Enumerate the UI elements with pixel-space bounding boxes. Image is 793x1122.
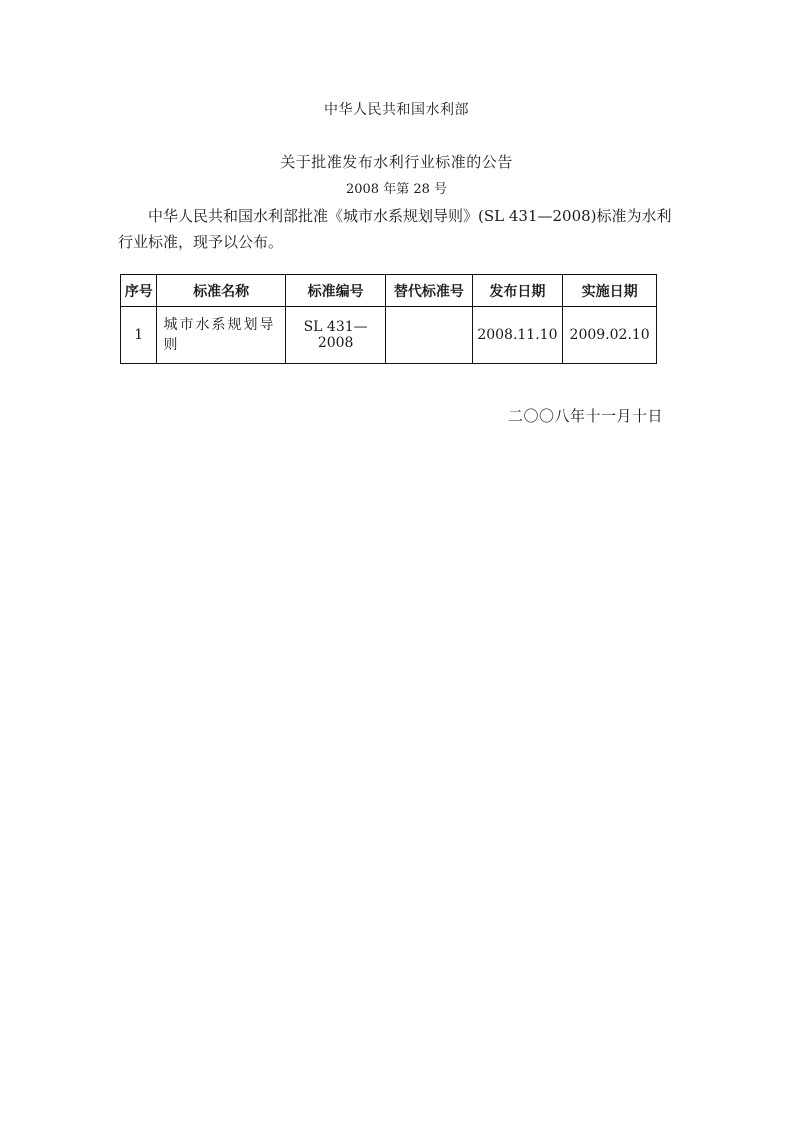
- cell-effective-date: 2009.02.10: [563, 307, 657, 364]
- cell-index: 1: [121, 307, 157, 364]
- column-header-name: 标准名称: [157, 275, 285, 307]
- cell-standard-name: 城市水系规划导则: [157, 307, 285, 364]
- column-header-effective-date: 实施日期: [563, 275, 657, 307]
- table-header-row: [121, 275, 657, 307]
- document-number: 2008 年第 28 号: [345, 182, 448, 197]
- column-header-index: 序号: [121, 275, 157, 307]
- signing-date: 二〇〇八年十一月十日: [507, 407, 663, 425]
- cell-replaced-standard: [386, 307, 472, 364]
- table-row: [121, 307, 657, 364]
- column-header-code: 标准编号: [285, 275, 385, 307]
- announcement-body: 中华人民共和国水利部批准《城市水系规划导则》(SL 431—2008)标准为水利行业标准，现予以公布。: [118, 207, 672, 251]
- column-header-replaced: 替代标准号: [386, 275, 472, 307]
- column-header-issue-date: 发布日期: [472, 275, 563, 307]
- standards-table: [120, 274, 657, 364]
- announcement-title: 关于批准发布水利行业标准的公告: [280, 153, 513, 171]
- issuing-authority: 中华人民共和国水利部: [324, 102, 469, 118]
- cell-standard-code: SL 431—2008: [285, 307, 385, 364]
- cell-issue-date: 2008.11.10: [472, 307, 563, 364]
